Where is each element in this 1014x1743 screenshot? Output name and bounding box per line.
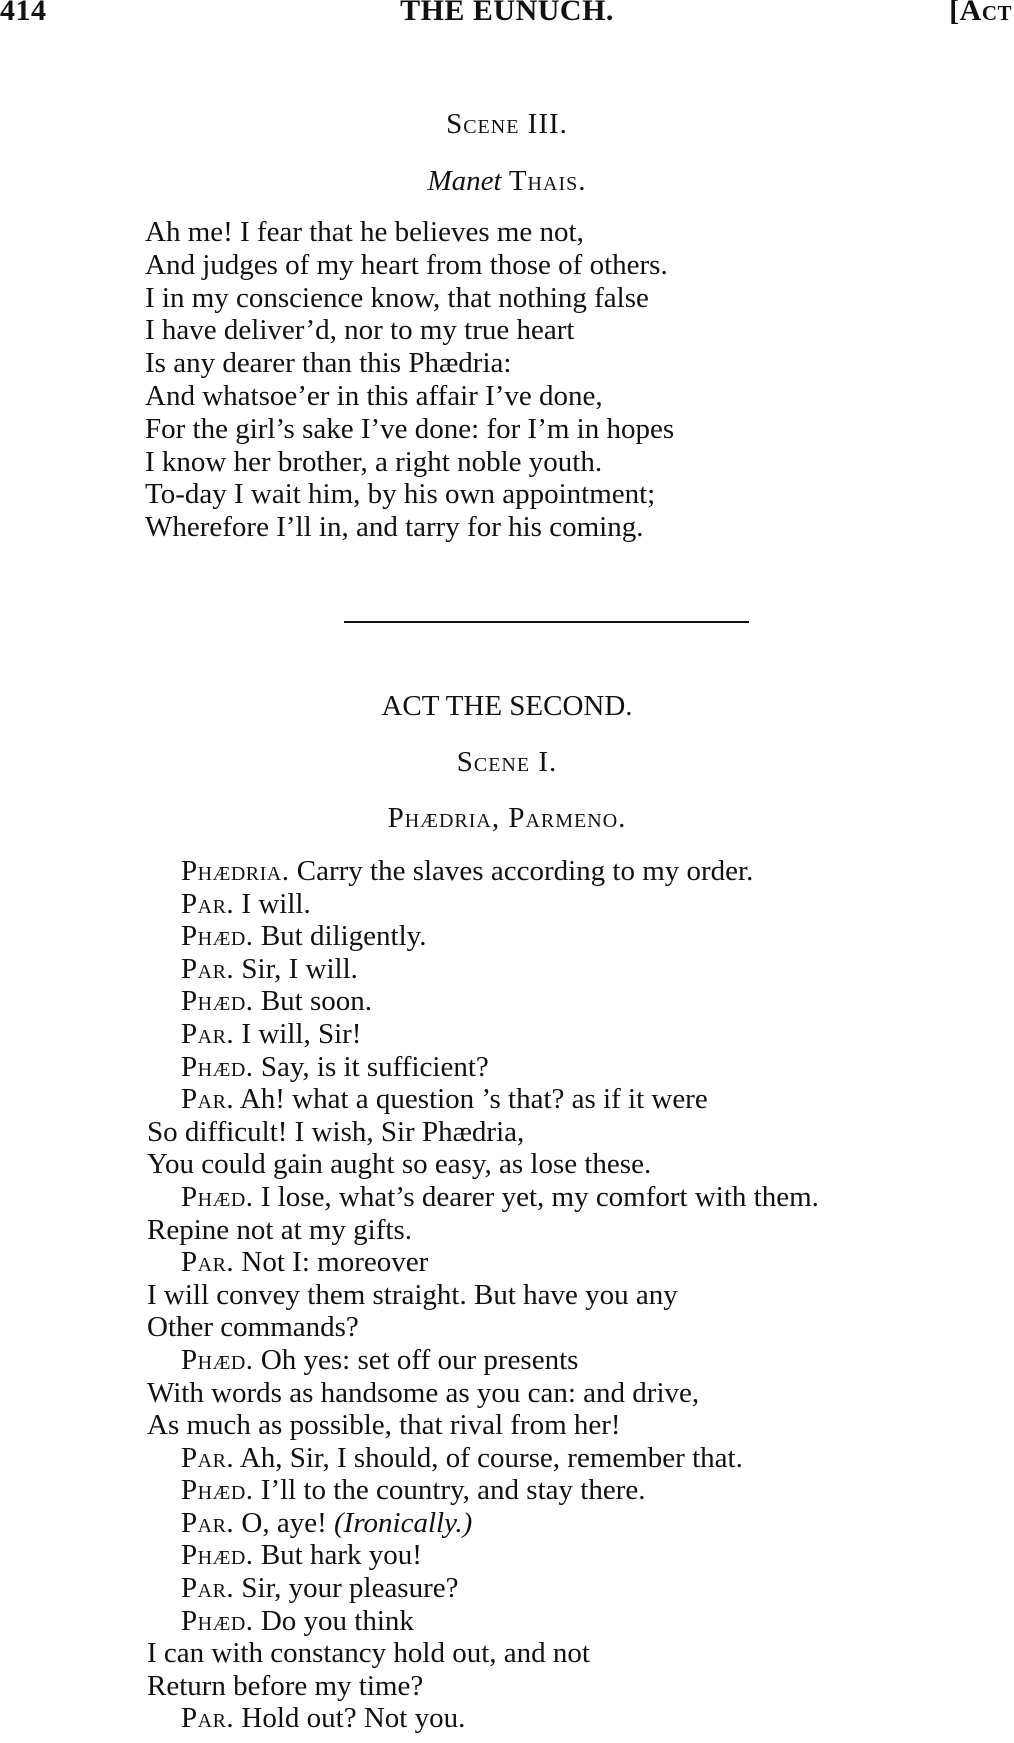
dialogue-line [147, 1702, 819, 1735]
speaker-name: Phæd. [181, 1180, 254, 1213]
speaker-name: Phæd. [181, 1343, 254, 1376]
dialogue-line [147, 1670, 819, 1703]
verse-line: For the girl’s sake I’ve done: for I’m in hopes [145, 412, 675, 445]
dialogue-line [147, 1214, 819, 1247]
verse-line: And judges of my heart from those of others. [145, 248, 668, 281]
dialogue-line [147, 1474, 819, 1507]
dialogue [147, 855, 819, 1735]
dialogue-line [147, 1572, 819, 1605]
speech-text: I will. [234, 887, 311, 920]
dialogue-line [147, 1246, 819, 1279]
act-title: ACT THE SECOND. [381, 690, 633, 722]
dialogue-line [147, 1344, 819, 1377]
speaker-name: Par. [181, 1017, 235, 1050]
speaker-name: Phæd. [181, 1604, 254, 1637]
dialogue-line [147, 920, 819, 953]
act-marker: [Act [949, 0, 1012, 27]
dialogue-line [147, 1442, 819, 1475]
dialogue-line [147, 1637, 819, 1670]
dialogue-line [147, 1377, 819, 1410]
dialogue-line [147, 1279, 819, 1312]
page-number: 414 [0, 0, 47, 27]
verse-line: And whatsoe’er in this affair I’ve done, [145, 379, 603, 412]
speech-text: Ah, Sir, I should, of course, remember that. [234, 1441, 743, 1474]
speech-text: Repine not at my gifts. [147, 1213, 412, 1246]
speaker-name: Par. [181, 1702, 235, 1735]
scene-3-title: Scene III. [446, 108, 568, 140]
verse-line: I know her brother, a right noble youth. [145, 445, 603, 478]
speaker-name: Phæd. [181, 1474, 254, 1507]
speech-text: But diligently. [253, 920, 427, 953]
speech-text: I’ll to the country, and stay there. [253, 1474, 646, 1507]
stage-direction-name: Thais. [508, 165, 587, 197]
speech-text: So difficult! I wish, Sir Phædria, [147, 1115, 525, 1148]
verse-line: I have deliver’d, nor to my true heart [145, 314, 575, 347]
speech-text: As much as possible, that rival from her! [147, 1409, 621, 1442]
speech-text: Other commands? [147, 1311, 359, 1344]
speech-text: Sir, I will. [234, 952, 358, 985]
dialogue-line [147, 953, 819, 986]
speaker-name: Par. [181, 1246, 235, 1279]
speech-text: I can with constancy hold out, and not [147, 1637, 590, 1670]
speech-text: Do you think [253, 1604, 414, 1637]
dialogue-line [147, 1409, 819, 1442]
dialogue-line [147, 1539, 819, 1572]
speaker-name: Phæd. [181, 985, 254, 1018]
dialogue-line [147, 1148, 819, 1181]
scene-1-title: Scene I. [456, 746, 558, 778]
speech-text: But soon. [253, 985, 372, 1018]
running-head [0, 0, 1014, 40]
speech-text: I will, Sir! [234, 1017, 362, 1050]
speaker-name: Par. [181, 1083, 235, 1116]
scene-3-stage-direction [0, 165, 1014, 198]
speech-text: Return before my time? [147, 1669, 424, 1702]
speaker-name: Par. [181, 887, 235, 920]
speech-text: Oh yes: set off our presents [253, 1343, 579, 1376]
speaker-name: Phæd. [181, 1539, 254, 1572]
verse-line: Wherefore I’ll in, and tarry for his coming. [145, 511, 644, 544]
speaker-name: Phæd. [181, 920, 254, 953]
dialogue-line [147, 1605, 819, 1638]
dialogue-line [147, 1018, 819, 1051]
speaker-name: Par. [181, 1441, 235, 1474]
dialogue-line [147, 1181, 819, 1214]
speech-text: I will convey them straight. But have you any [147, 1278, 678, 1311]
dialogue-line [147, 1116, 819, 1149]
speaker-name: Phæd. [181, 1050, 254, 1083]
running-title: THE EUNUCH. [400, 0, 614, 27]
speaker-name: Par. [181, 1572, 235, 1605]
speech-text: With words as handsome as you can: and drive, [147, 1376, 700, 1409]
speaker-name: Par. [181, 1506, 235, 1539]
speech-text: You could gain aught so easy, as lose these. [147, 1148, 652, 1181]
speech-text: Not I: moreover [234, 1246, 429, 1279]
speaker-name: Par. [181, 952, 235, 985]
stage-direction-italic: Manet [427, 165, 502, 197]
dialogue-line [147, 888, 819, 921]
dramatis-personae: Phædria, Parmeno. [387, 802, 627, 834]
dialogue-line [147, 1051, 819, 1084]
speech-text: Say, is it sufficient? [253, 1050, 489, 1083]
speech-text: But hark you! [253, 1539, 422, 1572]
verse-line: To-day I wait him, by his own appointment; [145, 478, 656, 511]
speech-text: Hold out? Not you. [234, 1702, 466, 1735]
verse-line: Ah me! I fear that he believes me not, [145, 216, 584, 248]
dialogue-line [147, 1311, 819, 1344]
speech-text: Sir, your pleasure? [234, 1572, 459, 1605]
verse-line: Is any dearer than this Phædria: [145, 347, 512, 380]
verse-line: I in my conscience know, that nothing false [145, 281, 649, 314]
scene-3-verse [145, 216, 674, 544]
speech-text: I lose, what’s dearer yet, my comfort with them. [253, 1180, 819, 1213]
dialogue-line [147, 855, 819, 888]
speech-text: Carry the slaves according to my order. [289, 855, 754, 887]
dialogue-line [147, 1507, 819, 1540]
speech-text: Ah! what a question ’s that? as if it were [234, 1083, 708, 1116]
speaker-name: Phædria. [181, 855, 290, 887]
section-divider [344, 621, 749, 623]
stage-direction-inline: (Ironically.) [334, 1506, 473, 1539]
dialogue-line [147, 985, 819, 1018]
dialogue-line [147, 1083, 819, 1116]
speech-text: O, aye! [234, 1506, 335, 1539]
